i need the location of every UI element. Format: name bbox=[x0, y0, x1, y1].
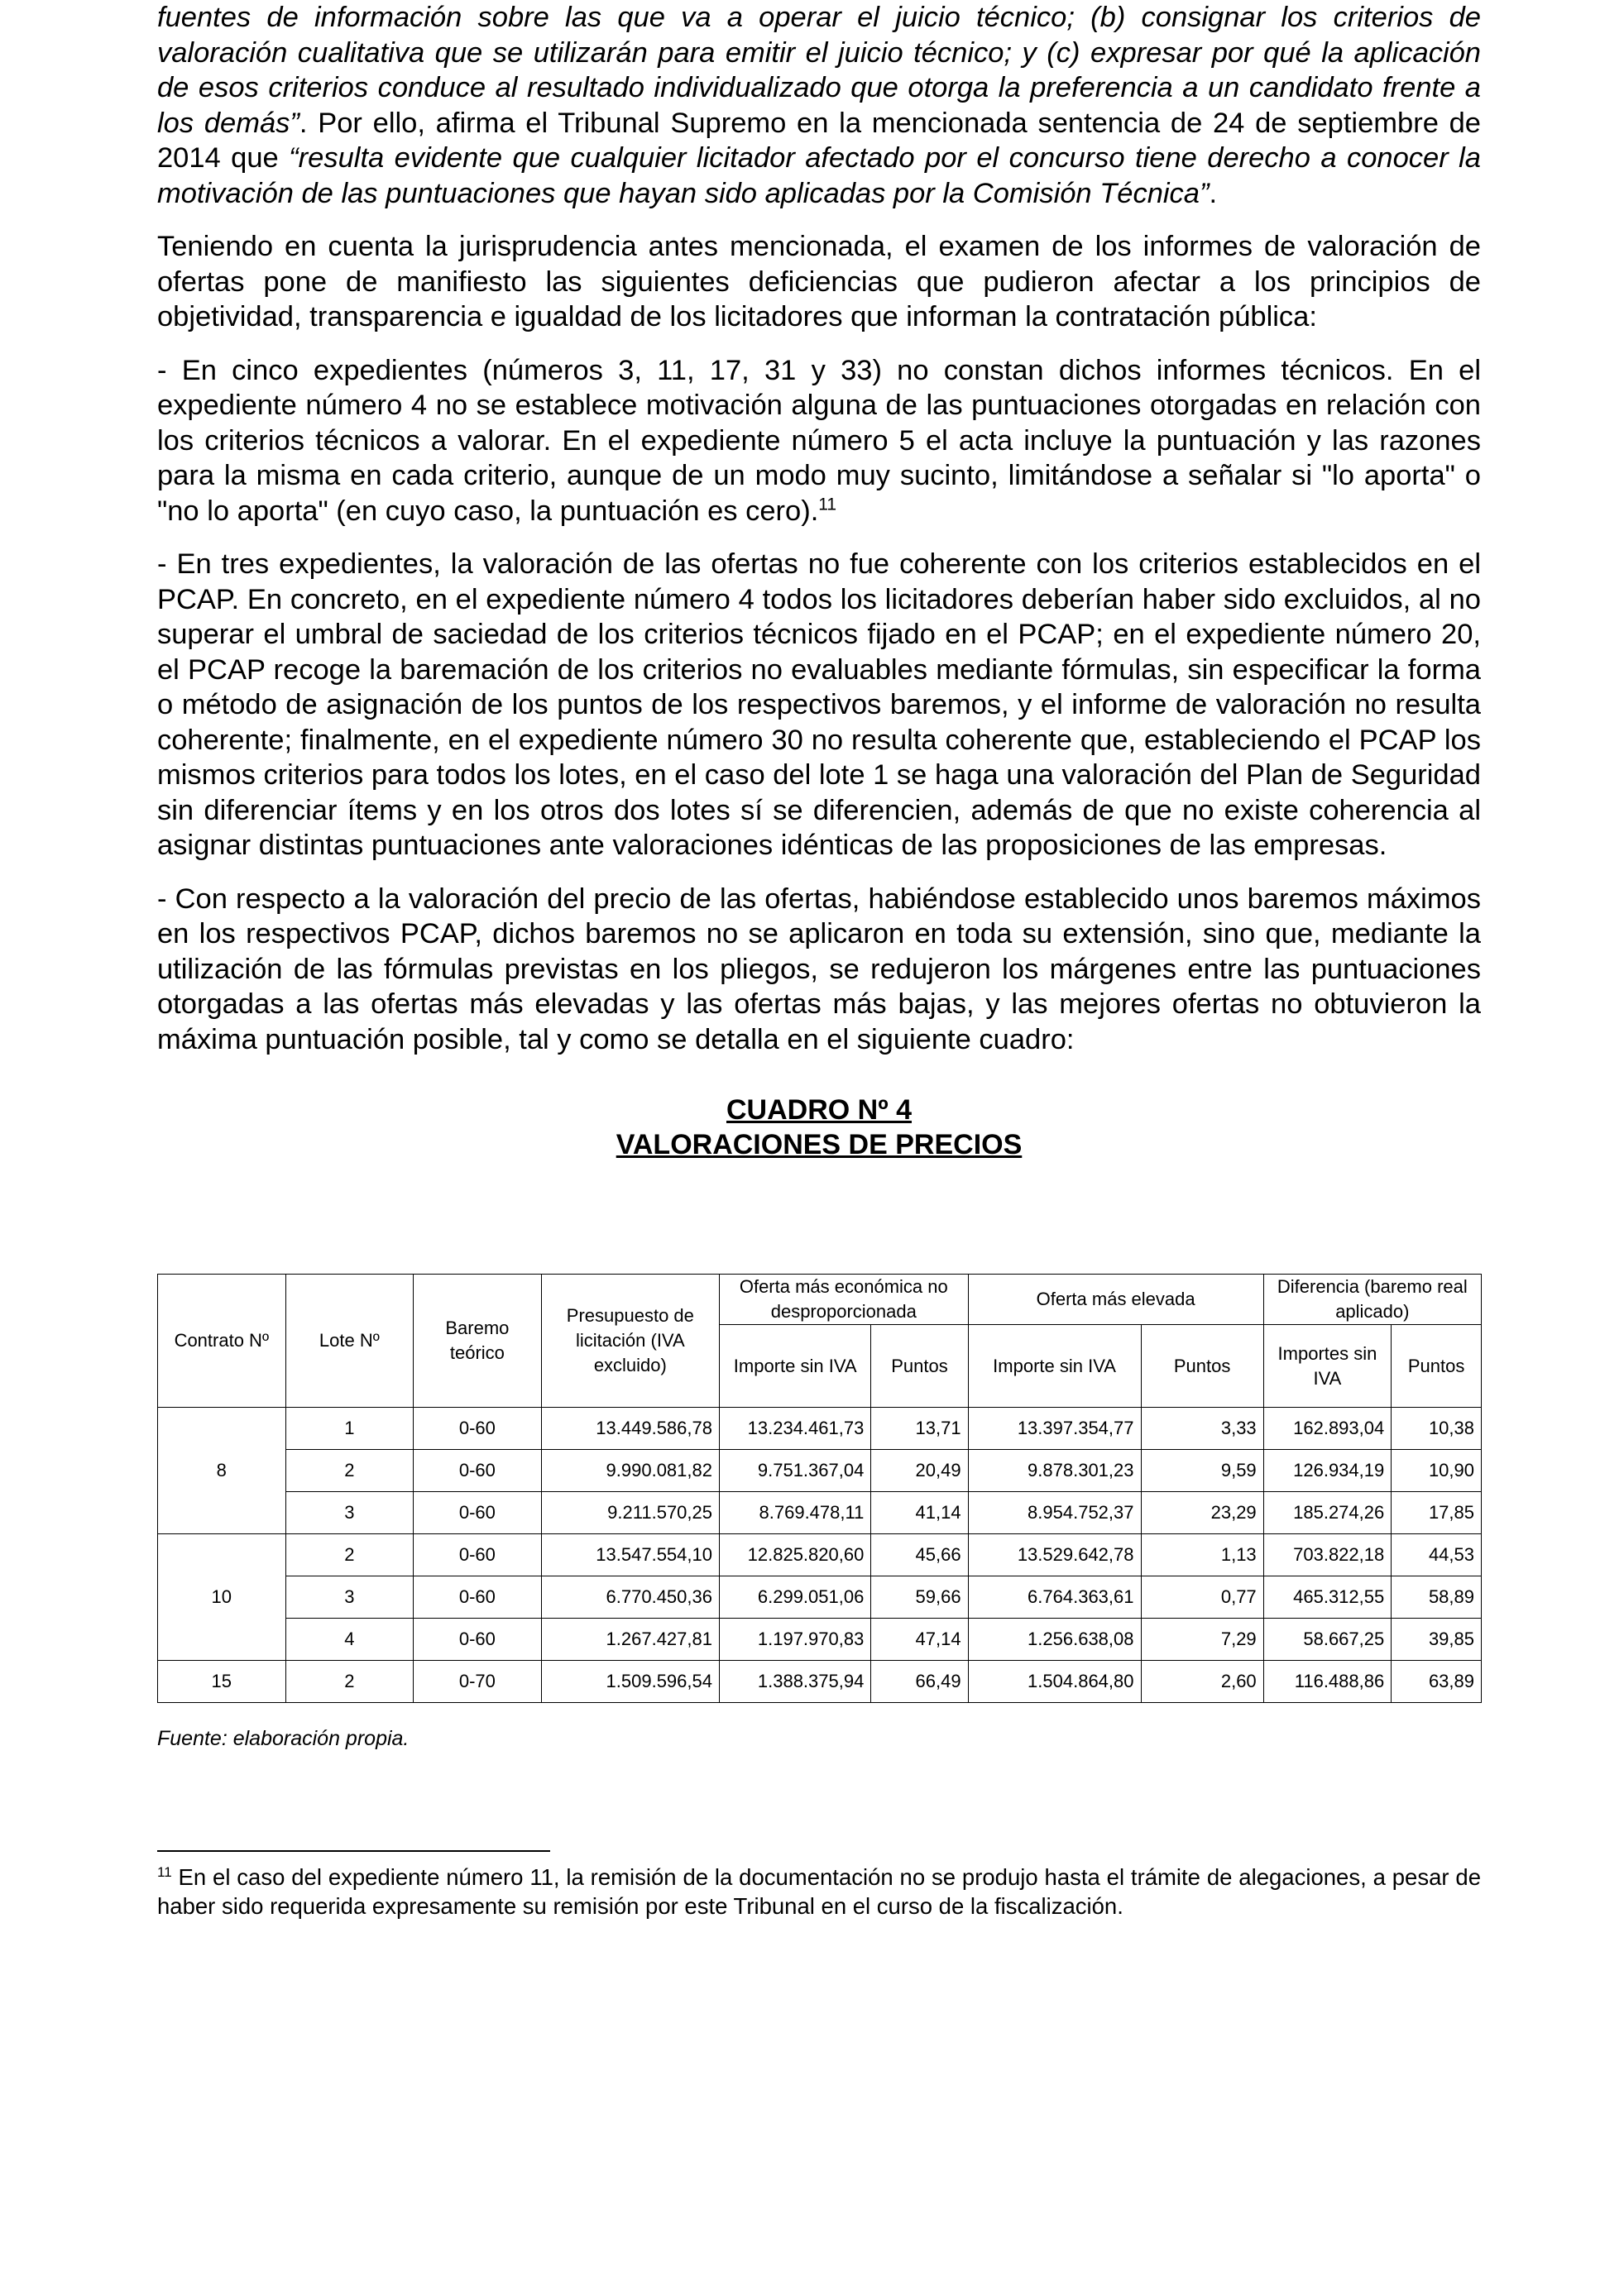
cell-presupuesto: 9.211.570,25 bbox=[541, 1492, 719, 1534]
subheader-importes: Importes sin IVA bbox=[1263, 1325, 1392, 1408]
cell-contrato: 8 bbox=[158, 1408, 286, 1534]
table-title-name: VALORACIONES DE PRECIOS bbox=[616, 1129, 1023, 1160]
cell-dif-importe: 703.822,18 bbox=[1263, 1534, 1392, 1576]
cell-eco-importe: 12.825.820,60 bbox=[720, 1534, 871, 1576]
table-title bbox=[157, 1093, 1481, 1162]
paragraph-3-text: - En cinco expedientes (números 3, 11, 17, 31 y 33) no constan dichos informes técnicos. En el expediente número 4 no se establece motivación alguna de las puntuaciones otorgadas en relación con los criterios técnicos a valorar. En el expediente número 5 el acta incluye la puntuación y las razones para la misma en cada criterio, aunque de un modo muy sucinto, limitándose a señalar si "lo aporta" o "no lo aporta" (en cuyo caso, la puntuación es cero). bbox=[157, 354, 1481, 527]
cell-elev-puntos: 9,59 bbox=[1141, 1450, 1263, 1492]
cell-contrato: 15 bbox=[158, 1661, 286, 1703]
cell-eco-importe: 1.197.970,83 bbox=[720, 1619, 871, 1661]
subheader-puntos: Puntos bbox=[1392, 1325, 1482, 1408]
header-baremo: Baremo teórico bbox=[414, 1275, 542, 1408]
quote-criteria: fuentes de información sobre las que va a operar el juicio técnico; (b) consignar los criterios de valoración cualitativa que se utilizarán para emitir el juicio técnico; y (c) expresar por qué la aplicación de esos criterios conduce al resultado individualizado que otorga la preferencia a un candidato frente a los demás” bbox=[157, 2, 1481, 139]
cell-elev-importe: 1.256.638,08 bbox=[968, 1619, 1141, 1661]
cell-eco-importe: 8.769.478,11 bbox=[720, 1492, 871, 1534]
cell-dif-puntos: 17,85 bbox=[1392, 1492, 1482, 1534]
cell-dif-puntos: 10,38 bbox=[1392, 1408, 1482, 1450]
subheader-puntos: Puntos bbox=[871, 1325, 968, 1408]
table-row bbox=[158, 1619, 1482, 1661]
quote-supreme-court: “resulta evidente que cualquier licitador afectado por el concurso tiene derecho a conocer la motivación de las puntuaciones que hayan sido aplicadas por la Comisión Técnica” bbox=[157, 142, 1481, 209]
cell-elev-puntos: 23,29 bbox=[1141, 1492, 1263, 1534]
subheader-importe: Importe sin IVA bbox=[720, 1325, 871, 1408]
cell-lote: 4 bbox=[285, 1619, 414, 1661]
paragraph-1-end: . bbox=[1209, 177, 1218, 209]
footnote-ref-11[interactable]: 11 bbox=[818, 495, 837, 514]
cell-elev-puntos: 0,77 bbox=[1141, 1576, 1263, 1619]
cell-elev-puntos: 7,29 bbox=[1141, 1619, 1263, 1661]
cell-eco-puntos: 41,14 bbox=[871, 1492, 968, 1534]
cell-elev-puntos: 1,13 bbox=[1141, 1534, 1263, 1576]
paragraph-1 bbox=[157, 0, 1481, 211]
table-body bbox=[158, 1408, 1482, 1703]
footnote-number: 11 bbox=[157, 1863, 172, 1880]
cell-eco-puntos: 66,49 bbox=[871, 1661, 968, 1703]
header-oferta-economica: Oferta más económica no desproporcionada bbox=[720, 1275, 969, 1325]
cell-elev-importe: 13.529.642,78 bbox=[968, 1534, 1141, 1576]
cell-presupuesto: 6.770.450,36 bbox=[541, 1576, 719, 1619]
header-presupuesto: Presupuesto de licitación (IVA excluido) bbox=[541, 1275, 719, 1408]
cell-dif-puntos: 44,53 bbox=[1392, 1534, 1482, 1576]
cell-elev-puntos: 2,60 bbox=[1141, 1661, 1263, 1703]
cell-dif-importe: 126.934,19 bbox=[1263, 1450, 1392, 1492]
header-oferta-elevada: Oferta más elevada bbox=[968, 1275, 1263, 1325]
cell-baremo: 0-60 bbox=[414, 1576, 542, 1619]
cell-eco-puntos: 20,49 bbox=[871, 1450, 968, 1492]
cell-eco-puntos: 13,71 bbox=[871, 1408, 968, 1450]
cell-baremo: 0-60 bbox=[414, 1408, 542, 1450]
table-row bbox=[158, 1576, 1482, 1619]
table-row bbox=[158, 1408, 1482, 1450]
cell-presupuesto: 9.990.081,82 bbox=[541, 1450, 719, 1492]
cell-eco-puntos: 59,66 bbox=[871, 1576, 968, 1619]
cell-lote: 2 bbox=[285, 1450, 414, 1492]
cell-presupuesto: 13.547.554,10 bbox=[541, 1534, 719, 1576]
cell-dif-importe: 58.667,25 bbox=[1263, 1619, 1392, 1661]
cell-contrato: 10 bbox=[158, 1534, 286, 1661]
cell-dif-puntos: 10,90 bbox=[1392, 1450, 1482, 1492]
price-valuation-table bbox=[157, 1274, 1482, 1703]
cell-baremo: 0-60 bbox=[414, 1450, 542, 1492]
cell-presupuesto: 13.449.586,78 bbox=[541, 1408, 719, 1450]
cell-dif-puntos: 63,89 bbox=[1392, 1661, 1482, 1703]
subheader-puntos: Puntos bbox=[1141, 1325, 1263, 1408]
cell-eco-importe: 1.388.375,94 bbox=[720, 1661, 871, 1703]
subheader-importe: Importe sin IVA bbox=[968, 1325, 1141, 1408]
header-diferencia: Diferencia (baremo real aplicado) bbox=[1263, 1275, 1481, 1325]
cell-baremo: 0-70 bbox=[414, 1661, 542, 1703]
cell-presupuesto: 1.509.596,54 bbox=[541, 1661, 719, 1703]
table-row bbox=[158, 1492, 1482, 1534]
paragraph-5: - Con respecto a la valoración del precio de las ofertas, habiéndose establecido unos baremos máximos en los respectivos PCAP, dichos baremos no se aplicaron en toda su extensión, sino que, mediante la utilización de las fórmulas previstas en los pliegos, se redujeron los márgenes entre las puntuaciones otorgadas a las ofertas más elevadas y las ofertas más bajas, y las mejores ofertas no obtuvieron la máxima puntuación posible, tal y como se detalla en el siguiente cuadro: bbox=[157, 883, 1481, 1055]
header-lote: Lote Nº bbox=[285, 1275, 414, 1408]
header-contrato: Contrato Nº bbox=[158, 1275, 286, 1408]
cell-eco-importe: 9.751.367,04 bbox=[720, 1450, 871, 1492]
cell-elev-importe: 9.878.301,23 bbox=[968, 1450, 1141, 1492]
footnote-text: En el caso del expediente número 11, la remisión de la documentación no se produjo hasta el trámite de alegaciones, a pesar de haber sido requerida expresamente su remisión por este Tribunal en el curso de la fiscalización. bbox=[157, 1864, 1481, 1919]
cell-dif-importe: 116.488,86 bbox=[1263, 1661, 1392, 1703]
footnote-11 bbox=[157, 1863, 1481, 1921]
paragraph-1-text: . Por ello, afirma el Tribunal Supremo en la mencionada sentencia de 24 de septiembre de 2014 que bbox=[157, 107, 1481, 174]
cell-baremo: 0-60 bbox=[414, 1534, 542, 1576]
table-source: Fuente: elaboración propia. bbox=[157, 1727, 410, 1750]
cell-elev-importe: 1.504.864,80 bbox=[968, 1661, 1141, 1703]
document-page bbox=[157, 0, 1481, 1919]
cell-lote: 3 bbox=[285, 1576, 414, 1619]
cell-eco-puntos: 45,66 bbox=[871, 1534, 968, 1576]
table-row bbox=[158, 1661, 1482, 1703]
cell-eco-importe: 13.234.461,73 bbox=[720, 1408, 871, 1450]
cell-lote: 1 bbox=[285, 1408, 414, 1450]
footnote-separator bbox=[157, 1850, 550, 1852]
cell-lote: 3 bbox=[285, 1492, 414, 1534]
table-row bbox=[158, 1450, 1482, 1492]
cell-presupuesto: 1.267.427,81 bbox=[541, 1619, 719, 1661]
cell-dif-importe: 465.312,55 bbox=[1263, 1576, 1392, 1619]
paragraph-2: Teniendo en cuenta la jurisprudencia antes mencionada, el examen de los informes de valoración de ofertas pone de manifiesto las siguientes deficiencias que pudieron afectar a los principios de objetividad, transparencia e igualdad de los licitadores que informan la contratación pública: bbox=[157, 231, 1481, 332]
cell-lote: 2 bbox=[285, 1534, 414, 1576]
cell-dif-importe: 162.893,04 bbox=[1263, 1408, 1392, 1450]
table-row bbox=[158, 1534, 1482, 1576]
cell-elev-puntos: 3,33 bbox=[1141, 1408, 1263, 1450]
cell-eco-importe: 6.299.051,06 bbox=[720, 1576, 871, 1619]
cell-elev-importe: 8.954.752,37 bbox=[968, 1492, 1141, 1534]
cell-baremo: 0-60 bbox=[414, 1619, 542, 1661]
cell-dif-puntos: 39,85 bbox=[1392, 1619, 1482, 1661]
paragraph-3 bbox=[157, 353, 1481, 529]
cell-lote: 2 bbox=[285, 1661, 414, 1703]
table-title-number: CUADRO Nº 4 bbox=[726, 1094, 912, 1126]
cell-eco-puntos: 47,14 bbox=[871, 1619, 968, 1661]
cell-dif-puntos: 58,89 bbox=[1392, 1576, 1482, 1619]
cell-elev-importe: 6.764.363,61 bbox=[968, 1576, 1141, 1619]
cell-elev-importe: 13.397.354,77 bbox=[968, 1408, 1141, 1450]
paragraph-4: - En tres expedientes, la valoración de las ofertas no fue coherente con los criterios establecidos en el PCAP. En concreto, en el expediente número 4 todos los licitadores deberían haber sido excluidos, al no superar el umbral de saciedad de los criterios técnicos fijado en el PCAP; en el expediente número 20, el PCAP recoge la baremación de los criterios no evaluables mediante fórmulas, sin especificar la forma o método de asignación de los puntos de los respectivos baremos, y el informe de valoración no resulta coherente; finalmente, en el expediente número 30 no resulta coherente que, estableciendo el PCAP los mismos criterios para todos los lotes, en el caso del lote 1 se haga una valoración del Plan de Seguridad sin diferenciar ítems y en los otros dos lotes sí se diferencien, además de que no existe coherencia al asignar distintas puntuaciones ante valoraciones idénticas de las proposiciones de las empresas. bbox=[157, 548, 1481, 861]
cell-dif-importe: 185.274,26 bbox=[1263, 1492, 1392, 1534]
cell-baremo: 0-60 bbox=[414, 1492, 542, 1534]
